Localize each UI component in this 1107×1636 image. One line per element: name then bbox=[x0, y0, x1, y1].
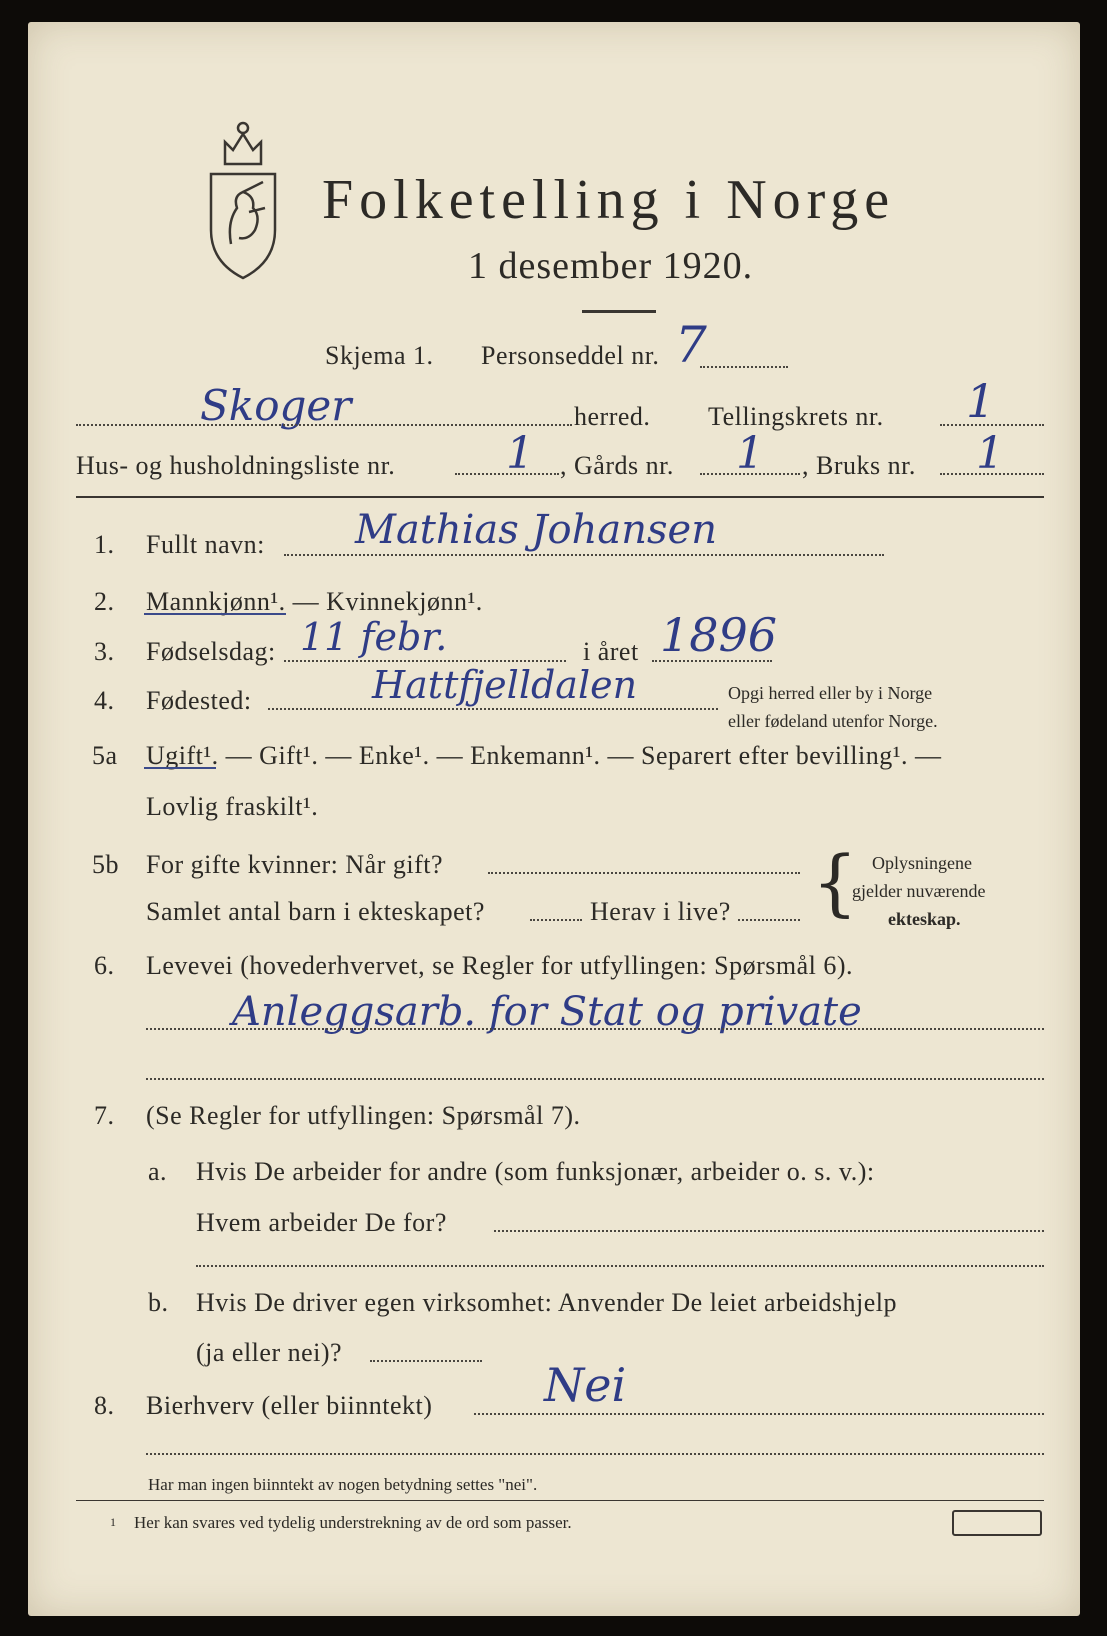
q5b-note-line1: Oplysningene bbox=[872, 853, 972, 873]
form-date: 1 desember 1920. bbox=[468, 245, 754, 287]
q7a-label2: Hvem arbeider De for? bbox=[196, 1208, 447, 1237]
q4-number: 4. bbox=[94, 686, 115, 715]
q5b-label2: Samlet antal barn i ekteskapet? bbox=[146, 897, 485, 926]
q7-label: (Se Regler for utfyllingen: Spørsmål 7). bbox=[146, 1101, 581, 1130]
personseddel-label: Personseddel nr. bbox=[481, 341, 660, 370]
gards-value: 1 bbox=[736, 428, 764, 479]
q6-occupation-value: Anleggsarb. for Stat og private bbox=[232, 989, 862, 1035]
q2-number: 2. bbox=[94, 587, 115, 616]
q5b-label3: Herav i live? bbox=[590, 897, 731, 926]
bruks-value: 1 bbox=[976, 428, 1004, 479]
footnote-text: Her kan svares ved tydelig understrekning av de ord som passer. bbox=[134, 1513, 572, 1532]
q7b-label: Hvis De driver egen virksomhet: Anvender De leiet arbeidshjelp bbox=[196, 1288, 898, 1317]
q4-birthplace-value: Hattfjelldalen bbox=[372, 663, 638, 707]
q8-number: 8. bbox=[94, 1391, 115, 1420]
q3-birthdate-value: 11 febr. bbox=[300, 615, 448, 659]
gards-label: , Gårds nr. bbox=[560, 451, 674, 480]
q3-year-value: 1896 bbox=[660, 608, 778, 662]
q8-label: Bierhverv (eller biinntekt) bbox=[146, 1391, 433, 1420]
q3-label: Fødselsdag: bbox=[146, 637, 276, 666]
tellingskrets-value: 1 bbox=[966, 374, 996, 428]
bruks-label: , Bruks nr. bbox=[802, 451, 916, 480]
q6-number: 6. bbox=[94, 951, 115, 980]
q4-label: Fødested: bbox=[146, 686, 252, 715]
herred-label: herred. bbox=[574, 402, 651, 431]
q5a-label: Ugift¹. — Gift¹. — Enke¹. — Enkemann¹. — Separert efter bevilling¹. — bbox=[146, 741, 942, 770]
q5b-note-line2: gjelder nuværende bbox=[852, 881, 986, 901]
footnote-marker: 1 bbox=[110, 1515, 116, 1529]
norwegian-coat-of-arms-icon bbox=[203, 112, 283, 284]
q3-year-label: i året bbox=[583, 637, 639, 666]
q4-note-line2: eller fødeland utenfor Norge. bbox=[728, 711, 938, 731]
q5b-note-line3: ekteskap. bbox=[888, 909, 961, 929]
q5a-ugift-underline bbox=[144, 767, 216, 769]
q1-number: 1. bbox=[94, 530, 115, 559]
q5b-brace: { bbox=[812, 840, 858, 924]
q5b-label1: For gifte kvinner: Når gift? bbox=[146, 850, 444, 879]
income-note: Har man ingen biinntekt av nogen betydning settes "nei". bbox=[148, 1475, 538, 1494]
q7a-letter: a. bbox=[148, 1157, 168, 1186]
schema-label: Skjema 1. bbox=[325, 341, 434, 370]
husholdningsliste-label: Hus- og husholdningsliste nr. bbox=[76, 451, 396, 480]
husholdningsliste-value: 1 bbox=[506, 428, 534, 479]
q7-number: 7. bbox=[94, 1101, 115, 1130]
q7b-letter: b. bbox=[148, 1288, 169, 1317]
q1-label: Fullt navn: bbox=[146, 530, 265, 559]
q5a-label-cont: Lovlig fraskilt¹. bbox=[146, 792, 319, 821]
q5b-number: 5b bbox=[92, 850, 119, 879]
q4-note-line1: Opgi herred eller by i Norge bbox=[728, 683, 933, 703]
q7b-label2: (ja eller nei)? bbox=[196, 1338, 343, 1367]
form-title: Folketelling i Norge bbox=[322, 169, 896, 231]
q1-fullname-value: Mathias Johansen bbox=[355, 507, 717, 553]
location-divider bbox=[76, 496, 1044, 498]
tellingskrets-label: Tellingskrets nr. bbox=[708, 402, 884, 431]
herred-value: Skoger bbox=[200, 381, 352, 430]
printer-stamp bbox=[952, 1510, 1042, 1536]
q2-label: Mannkjønn¹. — Kvinnekjønn¹. bbox=[146, 587, 483, 616]
q5a-number: 5a bbox=[92, 741, 118, 770]
q3-number: 3. bbox=[94, 637, 115, 666]
header-divider bbox=[582, 310, 656, 313]
q7a-label: Hvis De arbeider for andre (som funksjonær, arbeider o. s. v.): bbox=[196, 1157, 875, 1186]
q6-label: Levevei (hovederhvervet, se Regler for utfyllingen: Spørsmål 6). bbox=[146, 951, 854, 980]
q8-side-income-value: Nei bbox=[544, 1358, 627, 1412]
personseddel-number: 7 bbox=[675, 316, 707, 374]
q2-mannkjonn-underline bbox=[144, 613, 286, 615]
